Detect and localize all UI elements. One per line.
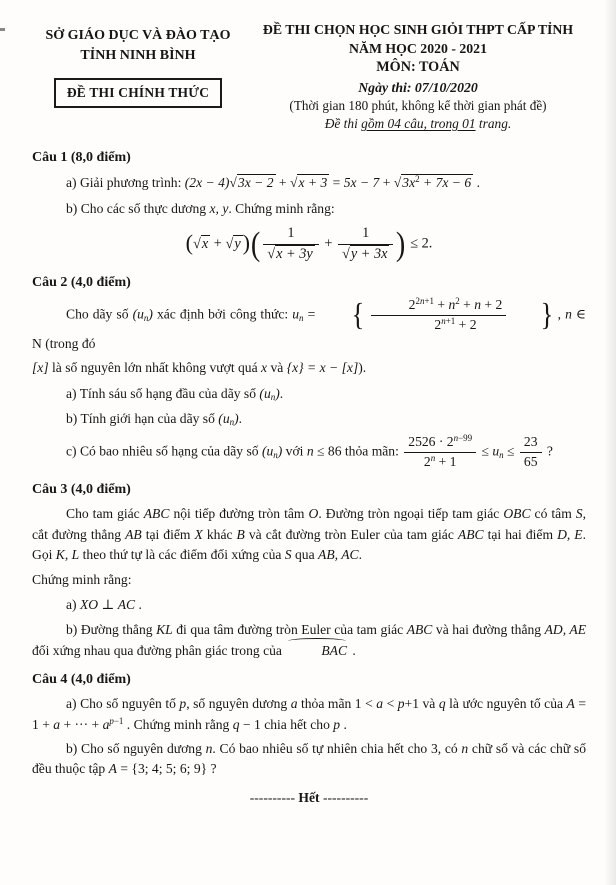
question1-part-b-formula: (√x + √y)( $\frac{1}{√x + 3y}$ + $\frac{1}{√y + 3x}$ ) ≤ 2. bbox=[185, 225, 433, 263]
province-name: TỈNH NINH BÌNH bbox=[80, 47, 196, 63]
exam-title: ĐỀ THI CHỌN HỌC SINH GIỎI THPT CẤP TỈNH bbox=[262, 22, 574, 37]
question1-part-b-intro: b) Cho các số thực dương x, y. Chứng minh rằng: bbox=[66, 200, 335, 216]
question2-part-a: a) Tính sáu số hạng đầu của dãy số $(u_n)$. bbox=[66, 385, 284, 402]
exam-title-block bbox=[244, 20, 586, 133]
question3-part-b: b) Đường thẳng KL đi qua tâm đường tròn Euler của tam giác ABC và hai đường thẳng AD, AE đối xứng nhau qua đường phân giác trong của BAC . bbox=[32, 620, 586, 661]
question2-heading: Câu 2 (4,0 điểm) bbox=[32, 274, 131, 290]
issuing-authority-block bbox=[32, 20, 244, 108]
question4-part-b: b) Cho số nguyên dương n. Có bao nhiêu số tự nhiên chia hết cho 3, có n chữ số và các chữ số đều thuộc tập A = {3; 4; 5; 6; 9} ? bbox=[32, 740, 586, 777]
department-name: SỞ GIÁO DỤC VÀ ĐÀO TẠO bbox=[45, 28, 231, 43]
exam-body bbox=[32, 147, 586, 808]
question3-intro: Cho tam giác ABC nội tiếp đường tròn tâm O. Đường tròn ngoại tiếp tam giác OBC có tâm S, cắt đường thẳng AB tại điểm X khác B và cắt đường tròn Euler của tam giác ABC tại hai điểm D, E. Gọi K, L theo thứ tự là các điểm đối xứng của S qua AB, AC. bbox=[32, 506, 587, 563]
question3-heading: Câu 3 (4,0 điểm) bbox=[32, 482, 131, 498]
school-year: NĂM HỌC 2020 - 2021 bbox=[349, 41, 487, 57]
end-of-exam-marker: ---------- Hết ---------- bbox=[249, 789, 369, 805]
subject-name: MÔN: TOÁN bbox=[376, 59, 460, 76]
question4-heading: Câu 4 (4,0 điểm) bbox=[32, 672, 131, 688]
exam-date: Ngày thi: 07/10/2020 bbox=[358, 79, 478, 95]
official-exam-stamp: ĐỀ THI CHÍNH THỨC bbox=[54, 78, 222, 108]
page-count-note: Đề thi gồm 04 câu, trong 01 trang. bbox=[324, 115, 512, 131]
question3-part-a: a) XO ⊥ AC . bbox=[66, 596, 142, 612]
question2-intro: Cho dãy số $(u_n)$ xác định bởi công thức: $u_n$ = { $\frac{2^{2n+1} + n^2 + n + 2}{2^{n+1} + 2}$ } , n ∈ N (trong đó bbox=[32, 295, 586, 351]
question2-notation-note: [x] là số nguyên lớn nhất không vượt quá x và {x} = x − [x]). bbox=[32, 360, 367, 376]
question4-part-a: a) Cho số nguyên tố p, số nguyên dương a thỏa mãn 1 < a < p+1 và q là ước nguyên tố của A = 1 + a + ··· + $a^{p-1}$ . Chứng minh rằng q − 1 chia hết cho p . bbox=[32, 696, 587, 732]
question1-part-a: a) Giải phương trình: $(2x - 4)√3x - 2 + √x + 3 = 5x - 7 + √3x^2 + 7x - 6$ . bbox=[66, 174, 480, 191]
header bbox=[32, 20, 586, 133]
scan-artifact bbox=[0, 28, 5, 31]
question3-prove-label: Chứng minh rằng: bbox=[32, 571, 132, 587]
question2-part-b: b) Tính giới hạn của dãy số $(u_n)$. bbox=[66, 411, 243, 428]
question1-heading: Câu 1 (8,0 điểm) bbox=[32, 150, 131, 166]
question2-part-c: c) Có bao nhiêu số hạng của dãy số $(u_n)$ với n ≤ 86 thỏa mãn: $\frac{2526 \cdot 2^{n-99}}{2^n + 1}$ ≤ $u_n$ ≤ $\frac{23}{65}$ ? bbox=[66, 433, 553, 470]
duration-note: (Thời gian 180 phút, không kể thời gian phát đề) bbox=[289, 97, 547, 113]
